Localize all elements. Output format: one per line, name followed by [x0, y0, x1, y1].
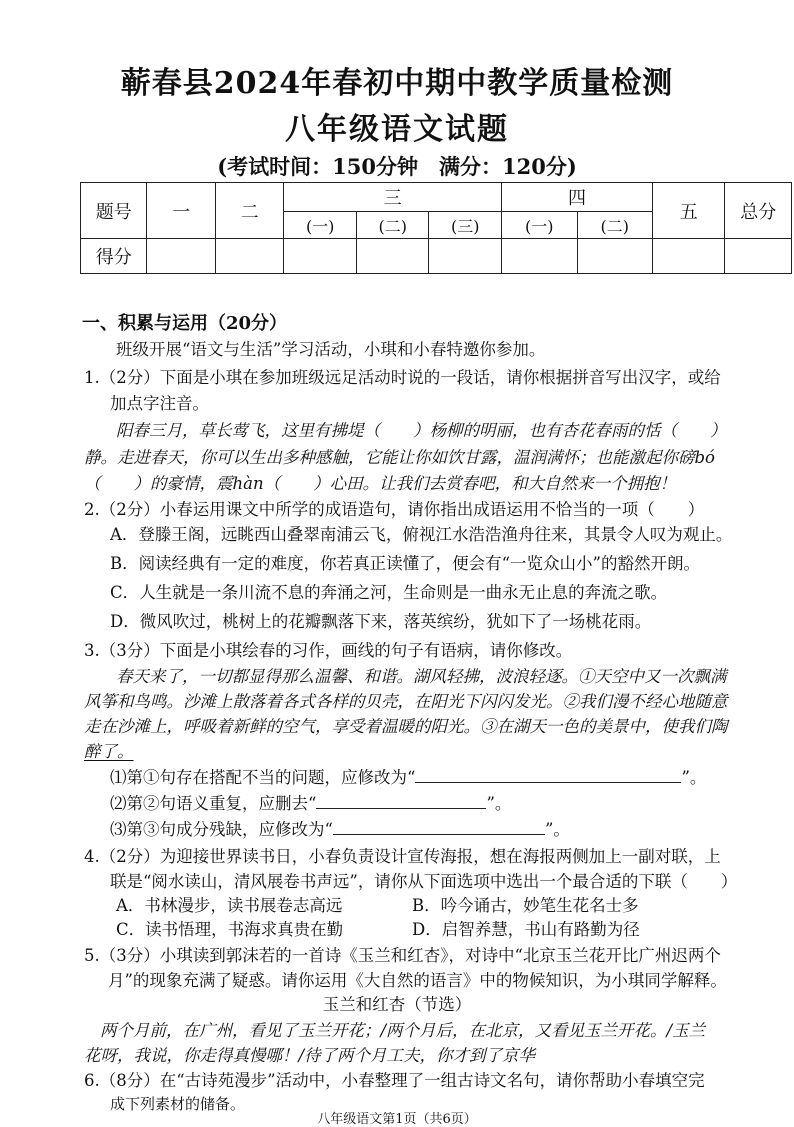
page-footer: 八年级语文第1页（共6页）	[317, 1112, 477, 1127]
q6-stem: 6.（8分）在“古诗苑漫步”活动中，小春整理了一组古诗文名句，请你帮助小春填空完	[84, 1071, 705, 1090]
score-table-label-question: 题号	[81, 183, 147, 239]
q2-option-a: A．登滕王阁，远眺西山叠翠南浦云飞，俯视江水浩浩渔舟往来，其景令人叹为观止。	[110, 525, 733, 544]
q1-passage-line: 阳春三月，草长莺飞，这里有拂堤（ ）杨柳的明丽，也有杏花春雨的恬（ ）	[116, 421, 727, 440]
q4-option-d: D．启智养慧，书山有路勤为径	[412, 920, 640, 939]
q3-subq-3: ⑶第③句成分残缺，应修改为“ ”。	[110, 820, 570, 839]
q5-poem-line: 花呀，我说，你走得真慢哪！/待了两个月工夫，你才到了京华	[84, 1046, 536, 1065]
q1-stem: 1.（2分）下面是小琪在参加班级远足活动时说的一段话，请你根据拼音写出汉字，或给	[84, 368, 721, 387]
q5-stem-cont: 月”的现象充满了疑惑。请你运用《大自然的语言》中的物候知识，为小琪同学解释。	[108, 971, 727, 990]
q6-stem-cont: 成下列素材的储备。	[110, 1095, 246, 1113]
score-table-label-score: 得分	[81, 239, 147, 274]
q4-option-b: B．吟今诵古，妙笔生花名士多	[412, 896, 639, 915]
q2-option-c: C．人生就是一条川流不息的奔涌之河，生命则是一曲永无止息的奔流之歌。	[110, 583, 668, 602]
score-cell[interactable]	[284, 239, 357, 274]
q3-passage-line: 风筝和鸟鸣。沙滩上散落着各式各样的贝壳，在阳光下闪闪发光。②我们漫不经心地随意	[84, 692, 728, 711]
score-table-col-3: 三	[284, 183, 502, 212]
section-heading: 一、积累与运用（20分）	[82, 313, 288, 334]
q3-stem: 3.（3分）下面是小琪绘春的习作，画线的句子有语病，请你修改。	[84, 641, 573, 660]
q4-stem: 4.（2分）为迎接世界读书日，小春负责设计宣传海报，想在海报两侧加上一副对联，上	[84, 847, 721, 866]
q2-option-b: B．阅读经典有一定的难度，你若真正读懂了，便会有“一览众山小”的豁然开朗。	[110, 554, 700, 573]
q2-option-d: D．微风吹过，桃树上的花瓣飘落下来，落英缤纷，犹如下了一场桃花雨。	[110, 612, 652, 631]
score-cell[interactable]	[147, 239, 215, 274]
score-cell[interactable]	[356, 239, 429, 274]
score-cell[interactable]	[653, 239, 725, 274]
score-table-sub-4-1: (一)	[502, 212, 578, 239]
answer-blank[interactable]	[333, 820, 545, 835]
score-cell[interactable]	[725, 239, 792, 274]
score-cell[interactable]	[215, 239, 283, 274]
exam-title: 蕲春县2024年春初中期中教学质量检测	[120, 66, 674, 101]
q1-passage-line: （ ）的豪情，震hàn（ ）心田。让我们去赏春吧，和大自然来一个拥抱！	[84, 474, 677, 493]
score-table-col-4: 四	[502, 183, 653, 212]
answer-blank[interactable]	[316, 794, 486, 809]
score-cell[interactable]	[502, 239, 578, 274]
score-cell[interactable]	[429, 239, 502, 274]
score-table-sub-4-2: (二)	[577, 212, 653, 239]
q3-subq-1: ⑴第①句存在搭配不当的问题，应修改为“ ”。	[110, 768, 707, 787]
answer-blank[interactable]	[415, 768, 681, 783]
q3-passage-line: 走在沙滩上，呼吸着新鲜的空气，享受着温暖的阳光。③在湖天一色的美景中，使我们陶	[84, 717, 728, 736]
q3-passage-line: 醉了。	[84, 742, 134, 761]
score-table-col-1: 一	[147, 183, 215, 239]
section-intro: 班级开展“语文与生活”学习活动，小琪和小春特邀你参加。	[116, 340, 546, 359]
score-table-sub-3-3: (三)	[429, 212, 502, 239]
q4-stem-cont: 联是“阅水读山，清风展卷书声远”，请你从下面选项中选出一个最合适的下联（ ）	[110, 872, 738, 891]
q5-poem-line: 两个月前，在广州，看见了玉兰开花；/两个月后，在北京，又看见玉兰开花。/玉兰	[100, 1021, 706, 1040]
score-table-sub-3-2: (二)	[356, 212, 429, 239]
q4-option-a: A．书林漫步，读书展卷志高远	[116, 896, 343, 915]
q3-subq-2: ⑵第②句语义重复，应删去“ ”。	[110, 794, 512, 813]
score-table-col-total: 总分	[725, 183, 792, 239]
score-table-col-2: 二	[215, 183, 283, 239]
q5-poem-title: 玉兰和红杏（节选）	[322, 995, 472, 1014]
score-table-sub-3-1: (一)	[284, 212, 357, 239]
exam-subtitle: 八年级语文试题	[285, 112, 509, 147]
q3-passage-line: 春天来了，一切都显得那么温馨、和谐。湖风轻拂，波浪轻逐。①天空中又一次飘满	[116, 667, 727, 686]
exam-info: (考试时间：150分钟 满分：120分)	[217, 154, 577, 179]
q1-passage-line: 静。走进春天，你可以生出多种感触，它能让你如饮甘露，温润满怀；也能激起你磅bó	[84, 448, 715, 467]
score-cell[interactable]	[577, 239, 653, 274]
score-table-col-5: 五	[653, 183, 725, 239]
q5-stem: 5.（3分）小琪读到郭沫若的一首诗《玉兰和红杏》，对诗中“北京玉兰花开比广州迟两个	[84, 946, 721, 965]
q1-stem-cont: 加点字注音。	[110, 394, 209, 413]
q4-option-c: C．读书悟理，书海求真贵在勤	[116, 920, 344, 939]
score-table	[80, 182, 792, 274]
q2-stem: 2.（2分）小春运用课文中所学的成语造句，请你指出成语运用不恰当的一项（ ）	[84, 500, 705, 519]
